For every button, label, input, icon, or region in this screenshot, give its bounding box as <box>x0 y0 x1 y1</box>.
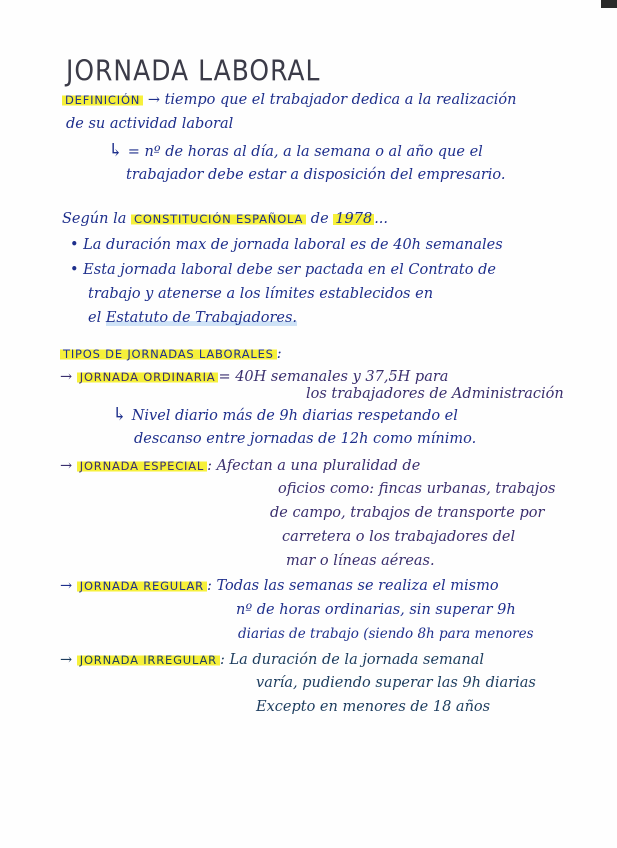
constitucion-pre: Según la <box>62 211 127 227</box>
estatuto-highlight: Estatuto de Trabajadores. <box>105 310 298 326</box>
ordinaria-sub-line-1 <box>112 405 458 426</box>
regular-text-3: diarias de trabajo (siendo 8h para menores <box>238 626 534 642</box>
definicion-sub-1: = nº de horas al día, a la semana o al año que el <box>127 144 483 160</box>
irregular-line-1 <box>60 650 484 670</box>
constitucion-bullet-2c-pre: el <box>88 310 102 326</box>
arrow-icon: → <box>60 458 73 474</box>
regular-text-1: : Todas las semanas se realiza el mismo <box>206 578 499 594</box>
tipos-heading-line <box>60 344 282 364</box>
tipos-colon: : <box>276 346 282 362</box>
irregular-text-2: varía, pudiendo superar las 9h diarias <box>256 675 536 691</box>
regular-text-2: nº de horas ordinarias, sin superar 9h <box>236 602 516 618</box>
constitucion-line <box>62 209 388 229</box>
definicion-sub-line-1 <box>108 141 483 162</box>
definicion-sub-2: trabajador debe estar a disposición del empresario. <box>126 167 506 183</box>
especial-text-2: oficios como: fincas urbanas, trabajos <box>278 481 556 497</box>
regular-label: JORNADA REGULAR <box>77 579 207 593</box>
especial-text-4: carretera o los trabajadores del <box>282 529 516 545</box>
constitucion-bullet-1: • La duración max de jornada laboral es de 40h semanales <box>70 237 503 253</box>
constitucion-highlight: CONSTITUCIÓN ESPAÑOLA <box>131 212 306 226</box>
return-arrow-icon: ↳ <box>112 404 128 425</box>
tipos-heading: TIPOS DE JORNADAS LABORALES <box>60 347 277 361</box>
especial-text-1: : Afectan a una pluralidad de <box>207 458 421 474</box>
especial-text-3: de campo, trabajos de transporte por <box>270 505 545 521</box>
definicion-text-2: de su actividad laboral <box>66 116 234 132</box>
irregular-text-1: : La duración de la jornada semanal <box>219 652 485 668</box>
regular-line-1 <box>60 576 499 596</box>
definicion-label: DEFINICIÓN <box>62 93 143 107</box>
ordinaria-label: JORNADA ORDINARIA <box>77 370 219 384</box>
irregular-label: JORNADA IRREGULAR <box>77 653 220 667</box>
especial-label: JORNADA ESPECIAL <box>77 459 207 473</box>
arrow-icon: → <box>147 92 160 108</box>
especial-text-5: mar o líneas aéreas. <box>286 553 435 569</box>
arrow-icon: → <box>60 578 73 594</box>
constitucion-bullet-2a: • Esta jornada laboral debe ser pactada en el Contrato de <box>70 262 496 278</box>
return-arrow-icon: ↳ <box>108 140 124 161</box>
especial-line-1 <box>60 456 420 476</box>
ordinaria-sub-1: Nivel diario más de 9h diarias respetando el <box>131 408 458 424</box>
ordinaria-sub-2: descanso entre jornadas de 12h como mínimo. <box>134 431 477 447</box>
constitucion-bullet-2c <box>88 308 297 328</box>
definicion-line-1 <box>62 90 517 110</box>
constitucion-bullet-2b: trabajo y atenerse a los límites establecidos en <box>88 286 434 302</box>
ordinaria-text-2: los trabajadores de Administración <box>306 386 564 402</box>
arrow-icon: → <box>60 369 73 385</box>
constitucion-post: ... <box>374 211 389 227</box>
scan-corner <box>601 0 617 8</box>
ordinaria-text-1: = 40H semanales y 37,5H para <box>218 369 449 385</box>
constitucion-year: 1978 <box>335 211 373 227</box>
page-title: JORNADA LABORAL <box>66 54 321 88</box>
arrow-icon: → <box>60 652 73 668</box>
constitucion-mid: de <box>310 211 329 227</box>
definicion-text-1: tiempo que el trabajador dedica a la realización <box>164 92 517 108</box>
irregular-text-3: Excepto en menores de 18 años <box>256 699 491 715</box>
